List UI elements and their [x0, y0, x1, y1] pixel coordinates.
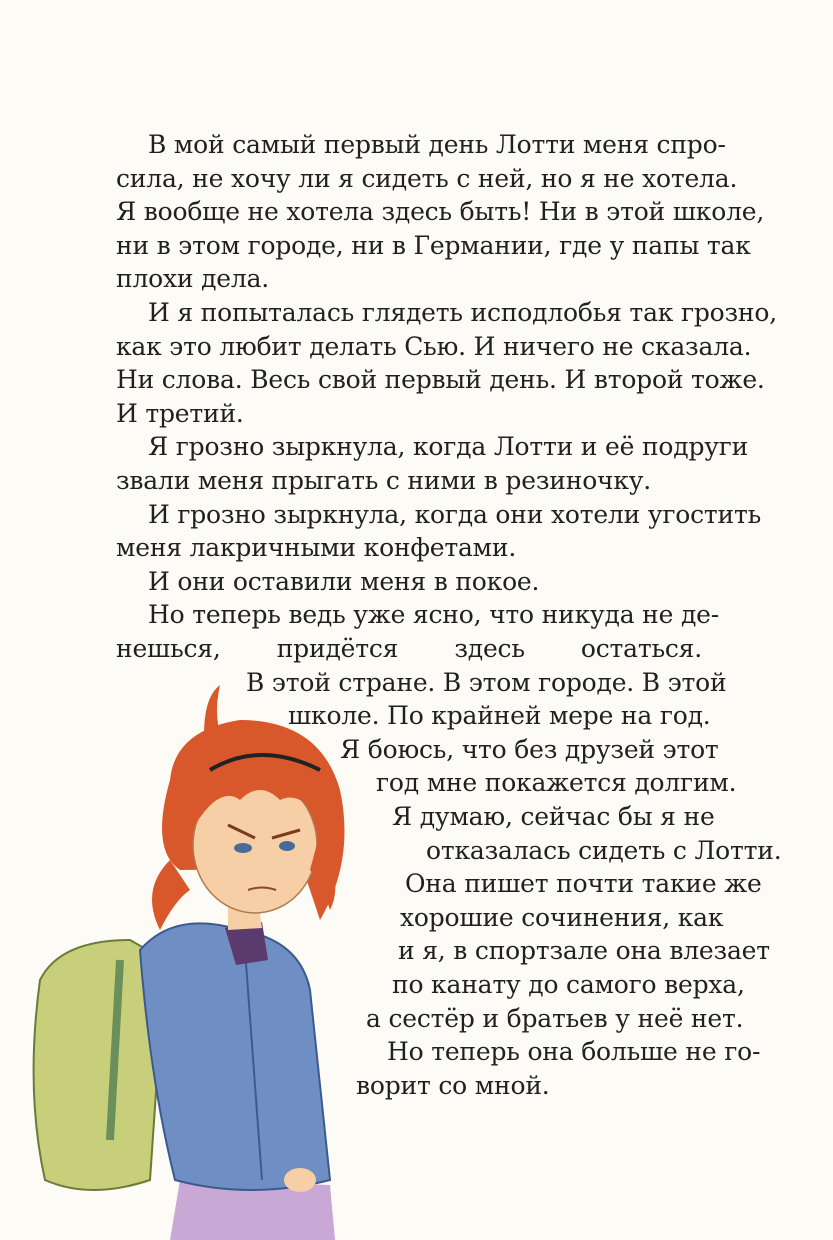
- text-line: Она пишет почти такие же: [405, 869, 762, 899]
- girl-illustration: [0, 660, 360, 1240]
- text-line: В этой стране. В этом городе. В этой: [246, 667, 727, 697]
- text-line: как это любит делать Сью. И ничего не сказала.: [116, 331, 752, 361]
- hand-shape: [284, 1168, 316, 1192]
- right-eye: [279, 841, 295, 851]
- text-line: И я попыталась глядеть исподлобья так грозно,: [148, 298, 777, 327]
- text-line: Ни слова. Весь свой первый день. И второй тоже.: [116, 365, 765, 395]
- text-line: И они оставили меня в покое.: [148, 566, 540, 596]
- hair-ponytail: [204, 685, 225, 755]
- text-line: Но теперь ведь уже ясно, что никуда не де-: [148, 600, 719, 630]
- text-line: Я грозно зыркнула, когда Лотти и её подруги: [148, 432, 749, 462]
- text-line: и я, в спортзале она влезает: [398, 936, 770, 966]
- text-line: отказалась сидеть с Лотти.: [426, 835, 782, 865]
- text-line: ворит со мной.: [356, 1070, 550, 1100]
- text-line: нешься, придётся здесь остаться.: [116, 634, 702, 663]
- text-line: по канату до самого верха,: [392, 970, 745, 999]
- text-line: плохи дела.: [116, 264, 270, 294]
- text-line: И третий.: [116, 398, 244, 428]
- text-line: Я боюсь, что без друзей этот: [340, 734, 719, 764]
- jacket-shape: [140, 923, 330, 1190]
- text-line: Я думаю, сейчас бы я не: [392, 802, 715, 831]
- text-line: меня лакричными конфетами.: [116, 533, 517, 563]
- text-line: ни в этом городе, ни в Германии, где у папы так: [116, 230, 751, 260]
- text-line: Я вообще не хотела здесь быть! Ни в этой школе,: [116, 197, 765, 227]
- text-line: звали меня прыгать с ними в резиночку.: [116, 466, 652, 495]
- text-line: В мой самый первый день Лотти меня спро-: [148, 130, 726, 159]
- text-line: школе. По крайней мере на год.: [288, 701, 711, 731]
- text-line: Но теперь она больше не го-: [387, 1037, 761, 1067]
- hair-side-tuft: [152, 860, 190, 930]
- left-eye: [234, 843, 252, 853]
- text-line: год мне покажется долгим.: [376, 768, 737, 798]
- text-line: сила, не хочу ли я сидеть с ней, но я не хотела.: [116, 163, 738, 193]
- text-line: хорошие сочинения, как: [400, 902, 724, 932]
- text-line: а сестёр и братьев у неё нет.: [366, 1003, 744, 1033]
- text-line: И грозно зыркнула, когда они хотели угостить: [148, 499, 762, 529]
